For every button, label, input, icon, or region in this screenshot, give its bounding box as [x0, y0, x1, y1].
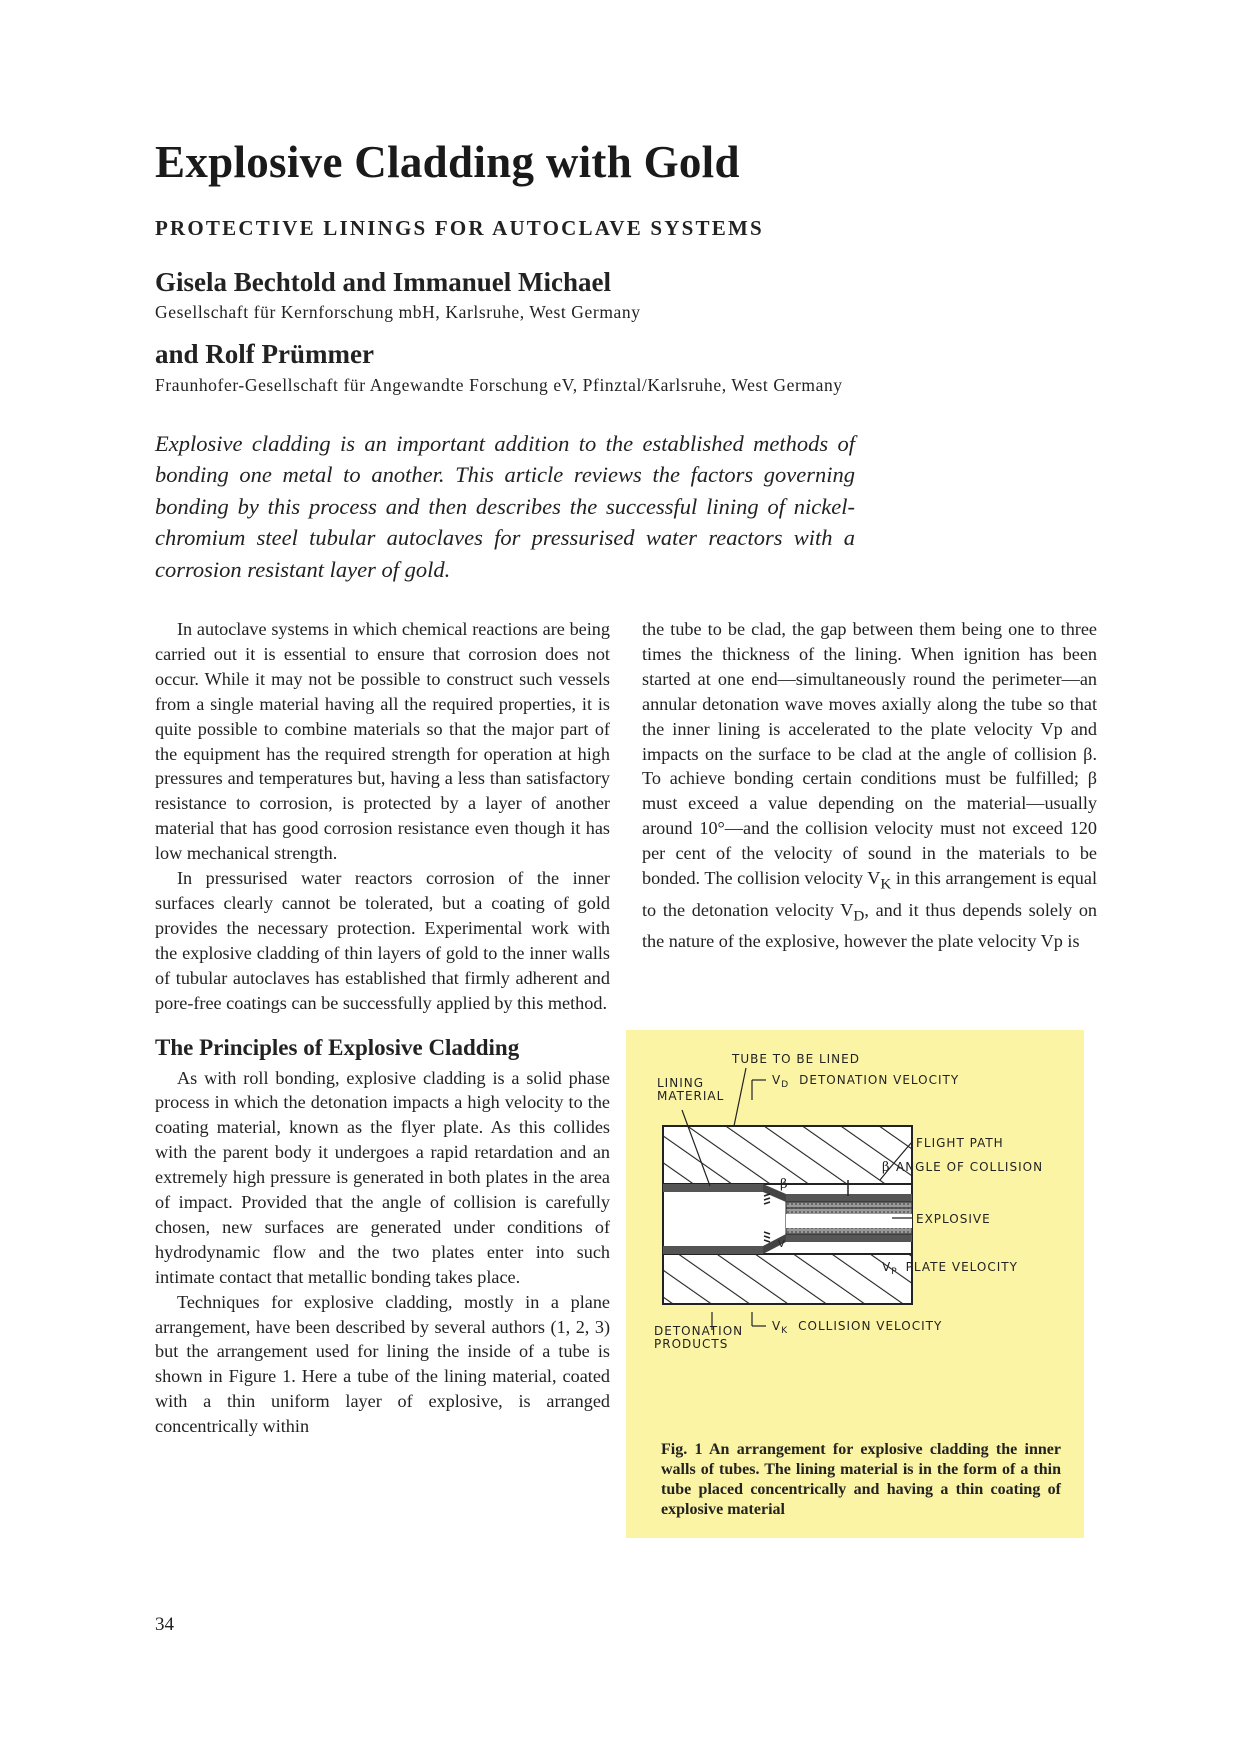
bonded-lining-bottom: [663, 1246, 763, 1254]
label-detonation: DETONATION: [654, 1324, 744, 1338]
paragraph-techniques: Techniques for explosive cladding, mostly in a plane arrangement, have been described by several authors (1, 2, 3) but the arrangement used for lining the inside of a tube is shown in Figure 1. Here a tube of the lining material, coated with a thin uniform layer of explosive, is arranged concentrically within: [155, 1291, 610, 1437]
article-subtitle: PROTECTIVE LININGS FOR AUTOCLAVE SYSTEMS: [155, 216, 764, 240]
section-heading: The Principles of Explosive Cladding: [155, 1034, 520, 1060]
label-explosive: EXPLOSIVE: [916, 1212, 991, 1226]
article-title: Explosive Cladding with Gold: [155, 137, 740, 187]
left-column: [155, 617, 610, 1439]
label-vk: $V_K$ COLLISION VELOCITY: [772, 1319, 943, 1336]
paragraph-principles: As with roll bonding, explosive cladding is a solid phase process in which the detonation impacts a high velocity to the coating material, known as the flyer plate. As this collides with the parent body it undergoes a rapid retardation and an extremely high pressure is generated in both plates in the area of impact. Provided that the angle of collision is carefully chosen, new surfaces are generated under conditions of hydrodynamic flow and the two plates enter into such intimate contact that metallic bonding takes place.: [155, 1067, 610, 1287]
label-vp: $V_P$ PLATE VELOCITY: [882, 1260, 1018, 1277]
page-number: 34: [155, 1614, 174, 1635]
label-beta: β: [882, 1160, 891, 1175]
figure-1: [626, 1030, 1084, 1538]
label-material: MATERIAL: [657, 1089, 725, 1103]
lining-top: [786, 1194, 912, 1202]
tube-bore: [786, 1214, 912, 1228]
paragraph-continued: the tube to be clad, the gap between them being one to three times the thickness of the lining. When ignition has been started at one end—simultaneously round the perimeter—an annular detonation wave moves axially along the tube so that the inner lining is accelerated to the plate velocity Vp and impacts on the surface to be clad at the angle of collision β. To achieve bonding certain conditions must be fulfilled; β must exceed a value depending on the material—usually around 10°—and the collision velocity must not exceed 120 per cent of the velocity of sound in the materials to be bonded. The collision velocity $V_K$ in this arrangement is equal to the detonation velocity $V_D$, and it thus depends solely on the nature of the explosive, however the plate velocity Vp is: [642, 619, 1098, 952]
label-tube-to-be-lined: TUBE TO BE LINED: [732, 1052, 860, 1066]
abstract: Explosive cladding is an important addition to the established methods of bonding one metal to another. This article reviews the factors governing bonding by this process and then describes the successful lining of nickel-chromium steel tubular autoclaves for pressurised water reactors with a corrosion resistant layer of gold.: [155, 431, 855, 582]
figure-caption: Fig. 1 An arrangement for explosive cladding the inner walls of tubes. The lining material is in the form of a thin tube placed concentrically and having a thin coating of explosive material: [661, 1441, 1061, 1518]
label-flight-path: FLIGHT PATH: [916, 1136, 1004, 1150]
outer-tube-bottom: [663, 1254, 912, 1304]
affiliation-2: Fraunhofer-Gesellschaft für Angewandte Forschung eV, Pfinztal/Karlsruhe, West Germany: [155, 375, 843, 395]
bonded-lining-top: [663, 1184, 763, 1192]
paragraph-reactors: In pressurised water reactors corrosion of the inner surfaces clearly cannot be tolerated, but a coating of gold provides the necessary protection. Experimental work with the explosive cladding of thin layers of gold to the inner walls of tubular autoclaves has established that firmly adherent and pore-free coatings can be successfully applied by this method.: [155, 868, 610, 1013]
author-line-1: Gisela Bechtold and Immanuel Michael: [155, 267, 612, 297]
label-lining: LINING: [657, 1076, 705, 1090]
outer-tube-top: [663, 1126, 912, 1184]
vp-symbol-diagram: V: [778, 1239, 786, 1250]
label-products: PRODUCTS: [654, 1337, 729, 1351]
author-line-2: and Rolf Prümmer: [155, 339, 374, 369]
right-column: [642, 617, 1097, 954]
affiliation-1: Gesellschaft für Kernforschung mbH, Karlsruhe, West Germany: [155, 302, 641, 322]
lining-bottom: [786, 1234, 912, 1242]
label-angle-of-collision: ANGLE OF COLLISION: [896, 1160, 1044, 1174]
label-vd: $V_D$ DETONATION VELOCITY: [772, 1073, 960, 1090]
cladding-diagram: [626, 1030, 1084, 1430]
paragraph-intro: In autoclave systems in which chemical reactions are being carried out it is essential to ensure that corrosion does not occur. While it may not be possible to construct such vessels from a single material having all the required properties, it is quite possible to combine materials so that the major part of the equipment has the required strength for operation at high pressures and temperatures but, having a less than satisfactory resistance to corrosion, is protected by a layer of another material that has good corrosion resistance even though it has low mechanical strength.: [155, 619, 610, 864]
beta-symbol-diagram: β: [780, 1177, 789, 1192]
